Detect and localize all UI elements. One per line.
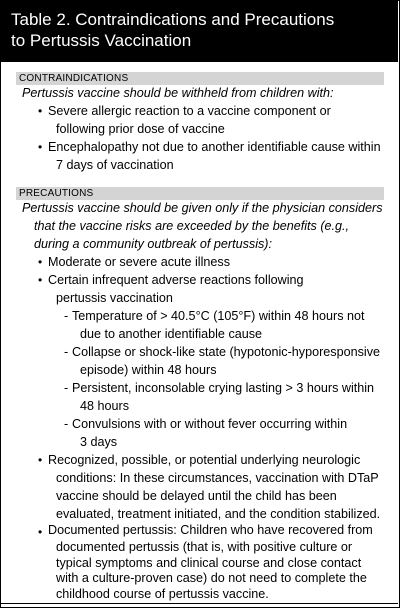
subitem-1-line-1: Temperature of > 40.5°C (105°F) within 48 hours not bbox=[72, 309, 365, 323]
bullet: • bbox=[38, 453, 43, 467]
contraindication-2-line-2: 7 days of vaccination bbox=[56, 158, 174, 172]
subitem-4-line-1: Convulsions with or without fever occurring within bbox=[72, 417, 348, 431]
precaution-1-line-1: Moderate or severe acute illness bbox=[48, 255, 231, 269]
precaution-4-line-5: childhood course of pertussis vaccine. bbox=[56, 586, 269, 601]
precautions-intro-line-2: that the vaccine risks are exceeded by the benefits (e.g., bbox=[34, 219, 350, 233]
precaution-3-line-1: Recognized, possible, or potential underlying neurologic bbox=[48, 453, 361, 467]
precaution-4-line-3: typical symptoms and clinical course and close contact bbox=[56, 555, 362, 570]
subitem-3-line-1: Persistent, inconsolable crying lasting > 3 hours within bbox=[72, 381, 375, 395]
precaution-3-line-4: evaluated, treatment initiated, and the condition stabilized. bbox=[56, 507, 381, 521]
precaution-2-line-1: Certain infrequent adverse reactions following bbox=[48, 273, 304, 287]
subitem-2-line-1: Collapse or shock-like state (hypotonic-hyporesponsive bbox=[72, 345, 380, 359]
precaution-4-line-1: Documented pertussis: Children who have recovered from bbox=[48, 523, 373, 537]
contraindications-heading: CONTRAINDICATIONS bbox=[16, 72, 384, 85]
contraindication-2-line-1: Encephalopathy not due to another identifiable cause within bbox=[48, 140, 381, 154]
bullet: • bbox=[38, 273, 43, 287]
subitem-2-line-2: episode) within 48 hours bbox=[80, 363, 217, 377]
dash: - bbox=[64, 309, 69, 323]
dash: - bbox=[64, 345, 69, 359]
bottom-rule bbox=[0, 603, 398, 604]
title-line-1: Table 2. Contraindications and Precautions bbox=[11, 10, 335, 29]
contraindication-1-line-2: following prior dose of vaccine bbox=[56, 122, 225, 136]
dash: - bbox=[64, 417, 69, 431]
contraindication-1-line-1: Severe allergic reaction to a vaccine component or bbox=[48, 104, 331, 118]
bullet: • bbox=[38, 140, 43, 154]
precaution-3-line-2: conditions: In these circumstances, vaccination with DTaP bbox=[56, 471, 379, 485]
subitem-3-line-2: 48 hours bbox=[80, 399, 130, 413]
table-title bbox=[0, 0, 398, 62]
precaution-4-line-2: documented pertussis (that is, with positive culture or bbox=[56, 540, 353, 554]
dash: - bbox=[64, 381, 69, 395]
subitem-4-line-2: 3 days bbox=[80, 435, 118, 449]
precaution-4-line-4: with a culture-proven case) do not need to complete the bbox=[56, 571, 367, 585]
subitem-1-line-2: due to another identifiable cause bbox=[80, 327, 263, 341]
title-line-2: to Pertussis Vaccination bbox=[11, 31, 192, 50]
precautions-heading: PRECAUTIONS bbox=[16, 187, 384, 200]
bullet: • bbox=[38, 255, 43, 269]
bullet: • bbox=[38, 525, 43, 539]
precaution-2-line-2: pertussis vaccination bbox=[56, 291, 173, 305]
bullet: • bbox=[38, 104, 43, 118]
precautions-intro-line-3: during a community outbreak of pertussis): bbox=[34, 237, 272, 251]
precautions-intro-line-1: Pertussis vaccine should be given only if the physician considers bbox=[22, 201, 383, 215]
contraindications-intro: Pertussis vaccine should be withheld from children with: bbox=[22, 86, 334, 100]
precaution-3-line-3: vaccine should be delayed until the child has been bbox=[56, 489, 337, 503]
